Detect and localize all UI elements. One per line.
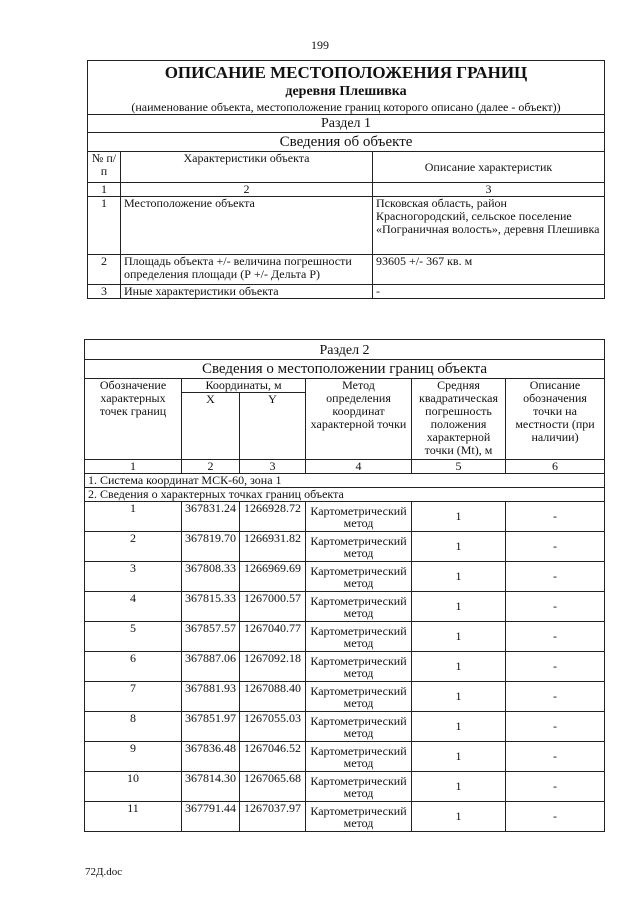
point-x: 367851.97 <box>182 712 240 742</box>
point-description: - <box>506 592 605 622</box>
point-description: - <box>506 532 605 562</box>
header-point-description: Описание обозначения точки на местности (при наличии) <box>506 379 605 460</box>
point-description: - <box>506 562 605 592</box>
point-method: Картометрический метод <box>306 502 412 532</box>
point-y: 1267088.40 <box>240 682 306 712</box>
point-x: 367881.93 <box>182 682 240 712</box>
point-error: 1 <box>412 532 506 562</box>
col-number: 2 <box>121 183 373 197</box>
col-number: 1 <box>85 460 182 474</box>
file-name: 72Д.doc <box>85 866 123 878</box>
object-info-table <box>87 60 605 299</box>
point-number: 11 <box>85 802 182 832</box>
table-row <box>85 592 605 622</box>
table-row <box>85 652 605 682</box>
row-characteristic: Площадь объекта +/- величина погрешности определения площади (Р +/- Дельта Р) <box>121 255 373 285</box>
point-x: 367831.24 <box>182 502 240 532</box>
point-description: - <box>506 772 605 802</box>
table-row <box>85 802 605 832</box>
object-name-note: (наименование объекта, местоположение границ которого описано (далее - объект)) <box>131 100 561 114</box>
point-description: - <box>506 502 605 532</box>
row-description: 93605 +/- 367 кв. м <box>373 255 605 285</box>
point-y: 1267065.68 <box>240 772 306 802</box>
point-number: 4 <box>85 592 182 622</box>
point-method: Картометрический метод <box>306 622 412 652</box>
row-num: 2 <box>88 255 121 285</box>
point-description: - <box>506 622 605 652</box>
col-number: 4 <box>306 460 412 474</box>
point-y: 1267040.77 <box>240 622 306 652</box>
boundary-points-table <box>84 339 605 832</box>
point-error: 1 <box>412 652 506 682</box>
point-number: 8 <box>85 712 182 742</box>
table-row <box>85 532 605 562</box>
row-characteristic: Иные характеристики объекта <box>121 285 373 299</box>
point-description: - <box>506 712 605 742</box>
point-number: 10 <box>85 772 182 802</box>
point-error: 1 <box>412 502 506 532</box>
header-y: Y <box>240 393 306 460</box>
point-error: 1 <box>412 682 506 712</box>
header-description: Описание характеристик <box>373 152 605 183</box>
point-number: 1 <box>85 502 182 532</box>
row-characteristic: Местоположение объекта <box>121 197 373 255</box>
point-method: Картометрический метод <box>306 712 412 742</box>
header-characteristic: Характеристики объекта <box>121 152 373 183</box>
col-number: 5 <box>412 460 506 474</box>
table-row <box>85 712 605 742</box>
row-description: - <box>373 285 605 299</box>
row-num: 1 <box>88 197 121 255</box>
header-x: X <box>182 393 240 460</box>
document-title: ОПИСАНИЕ МЕСТОПОЛОЖЕНИЯ ГРАНИЦ <box>164 63 528 82</box>
point-method: Картометрический метод <box>306 772 412 802</box>
point-method: Картометрический метод <box>306 802 412 832</box>
col-number: 1 <box>88 183 121 197</box>
point-description: - <box>506 652 605 682</box>
point-number: 2 <box>85 532 182 562</box>
point-x: 367815.33 <box>182 592 240 622</box>
point-y: 1267092.18 <box>240 652 306 682</box>
point-error: 1 <box>412 622 506 652</box>
section-2-heading: Сведения о местоположении границ объекта <box>85 360 605 379</box>
point-y: 1267055.03 <box>240 712 306 742</box>
document-header <box>88 61 605 115</box>
point-error: 1 <box>412 712 506 742</box>
point-x: 367819.70 <box>182 532 240 562</box>
point-x: 367808.33 <box>182 562 240 592</box>
header-point: Обозначение характерных точек границ <box>85 379 182 460</box>
table-row <box>85 772 605 802</box>
point-y: 1267000.57 <box>240 592 306 622</box>
header-error: Средняя квадратическая погрешность положения характерной точки (Mt), м <box>412 379 506 460</box>
point-error: 1 <box>412 802 506 832</box>
point-y: 1266928.72 <box>240 502 306 532</box>
table-row <box>85 682 605 712</box>
point-x: 367791.44 <box>182 802 240 832</box>
point-error: 1 <box>412 592 506 622</box>
row-num: 3 <box>88 285 121 299</box>
point-description: - <box>506 742 605 772</box>
point-x: 367857.57 <box>182 622 240 652</box>
table-row <box>88 197 605 255</box>
point-x: 367887.06 <box>182 652 240 682</box>
point-number: 3 <box>85 562 182 592</box>
point-method: Картометрический метод <box>306 592 412 622</box>
section-1-heading: Сведения об объекте <box>88 133 605 152</box>
point-method: Картометрический метод <box>306 682 412 712</box>
col-number: 3 <box>373 183 605 197</box>
section-1-label: Раздел 1 <box>88 115 605 133</box>
point-y: 1267037.97 <box>240 802 306 832</box>
point-error: 1 <box>412 742 506 772</box>
header-coordinates: Координаты, м <box>182 379 306 393</box>
points-heading: 2. Сведения о характерных точках границ объекта <box>85 488 605 502</box>
point-error: 1 <box>412 562 506 592</box>
header-method: Метод определения координат характерной точки <box>306 379 412 460</box>
point-y: 1267046.52 <box>240 742 306 772</box>
point-number: 7 <box>85 682 182 712</box>
point-method: Картометрический метод <box>306 742 412 772</box>
col-number: 6 <box>506 460 605 474</box>
col-number: 2 <box>182 460 240 474</box>
point-method: Картометрический метод <box>306 562 412 592</box>
point-number: 6 <box>85 652 182 682</box>
col-number: 3 <box>240 460 306 474</box>
point-x: 367814.30 <box>182 772 240 802</box>
section-2-label: Раздел 2 <box>85 340 605 360</box>
point-error: 1 <box>412 772 506 802</box>
table-row <box>85 502 605 532</box>
object-name: деревня Плешивка <box>285 84 407 99</box>
point-x: 367836.48 <box>182 742 240 772</box>
point-method: Картометрический метод <box>306 652 412 682</box>
table-row <box>85 562 605 592</box>
table-row <box>88 255 605 285</box>
table-row <box>85 742 605 772</box>
coordinate-system: 1. Система координат МСК-60, зона 1 <box>85 474 605 488</box>
page-number: 199 <box>311 38 329 52</box>
point-number: 5 <box>85 622 182 652</box>
table-row <box>88 285 605 299</box>
point-description: - <box>506 682 605 712</box>
point-description: - <box>506 802 605 832</box>
point-y: 1266969.69 <box>240 562 306 592</box>
point-y: 1266931.82 <box>240 532 306 562</box>
row-description: Псковская область, район Красногородский, сельское поселение «Пограничная волость», деревня Плешивка <box>373 197 605 255</box>
header-num: № п/п <box>88 152 121 183</box>
table-row <box>85 622 605 652</box>
point-number: 9 <box>85 742 182 772</box>
point-method: Картометрический метод <box>306 532 412 562</box>
